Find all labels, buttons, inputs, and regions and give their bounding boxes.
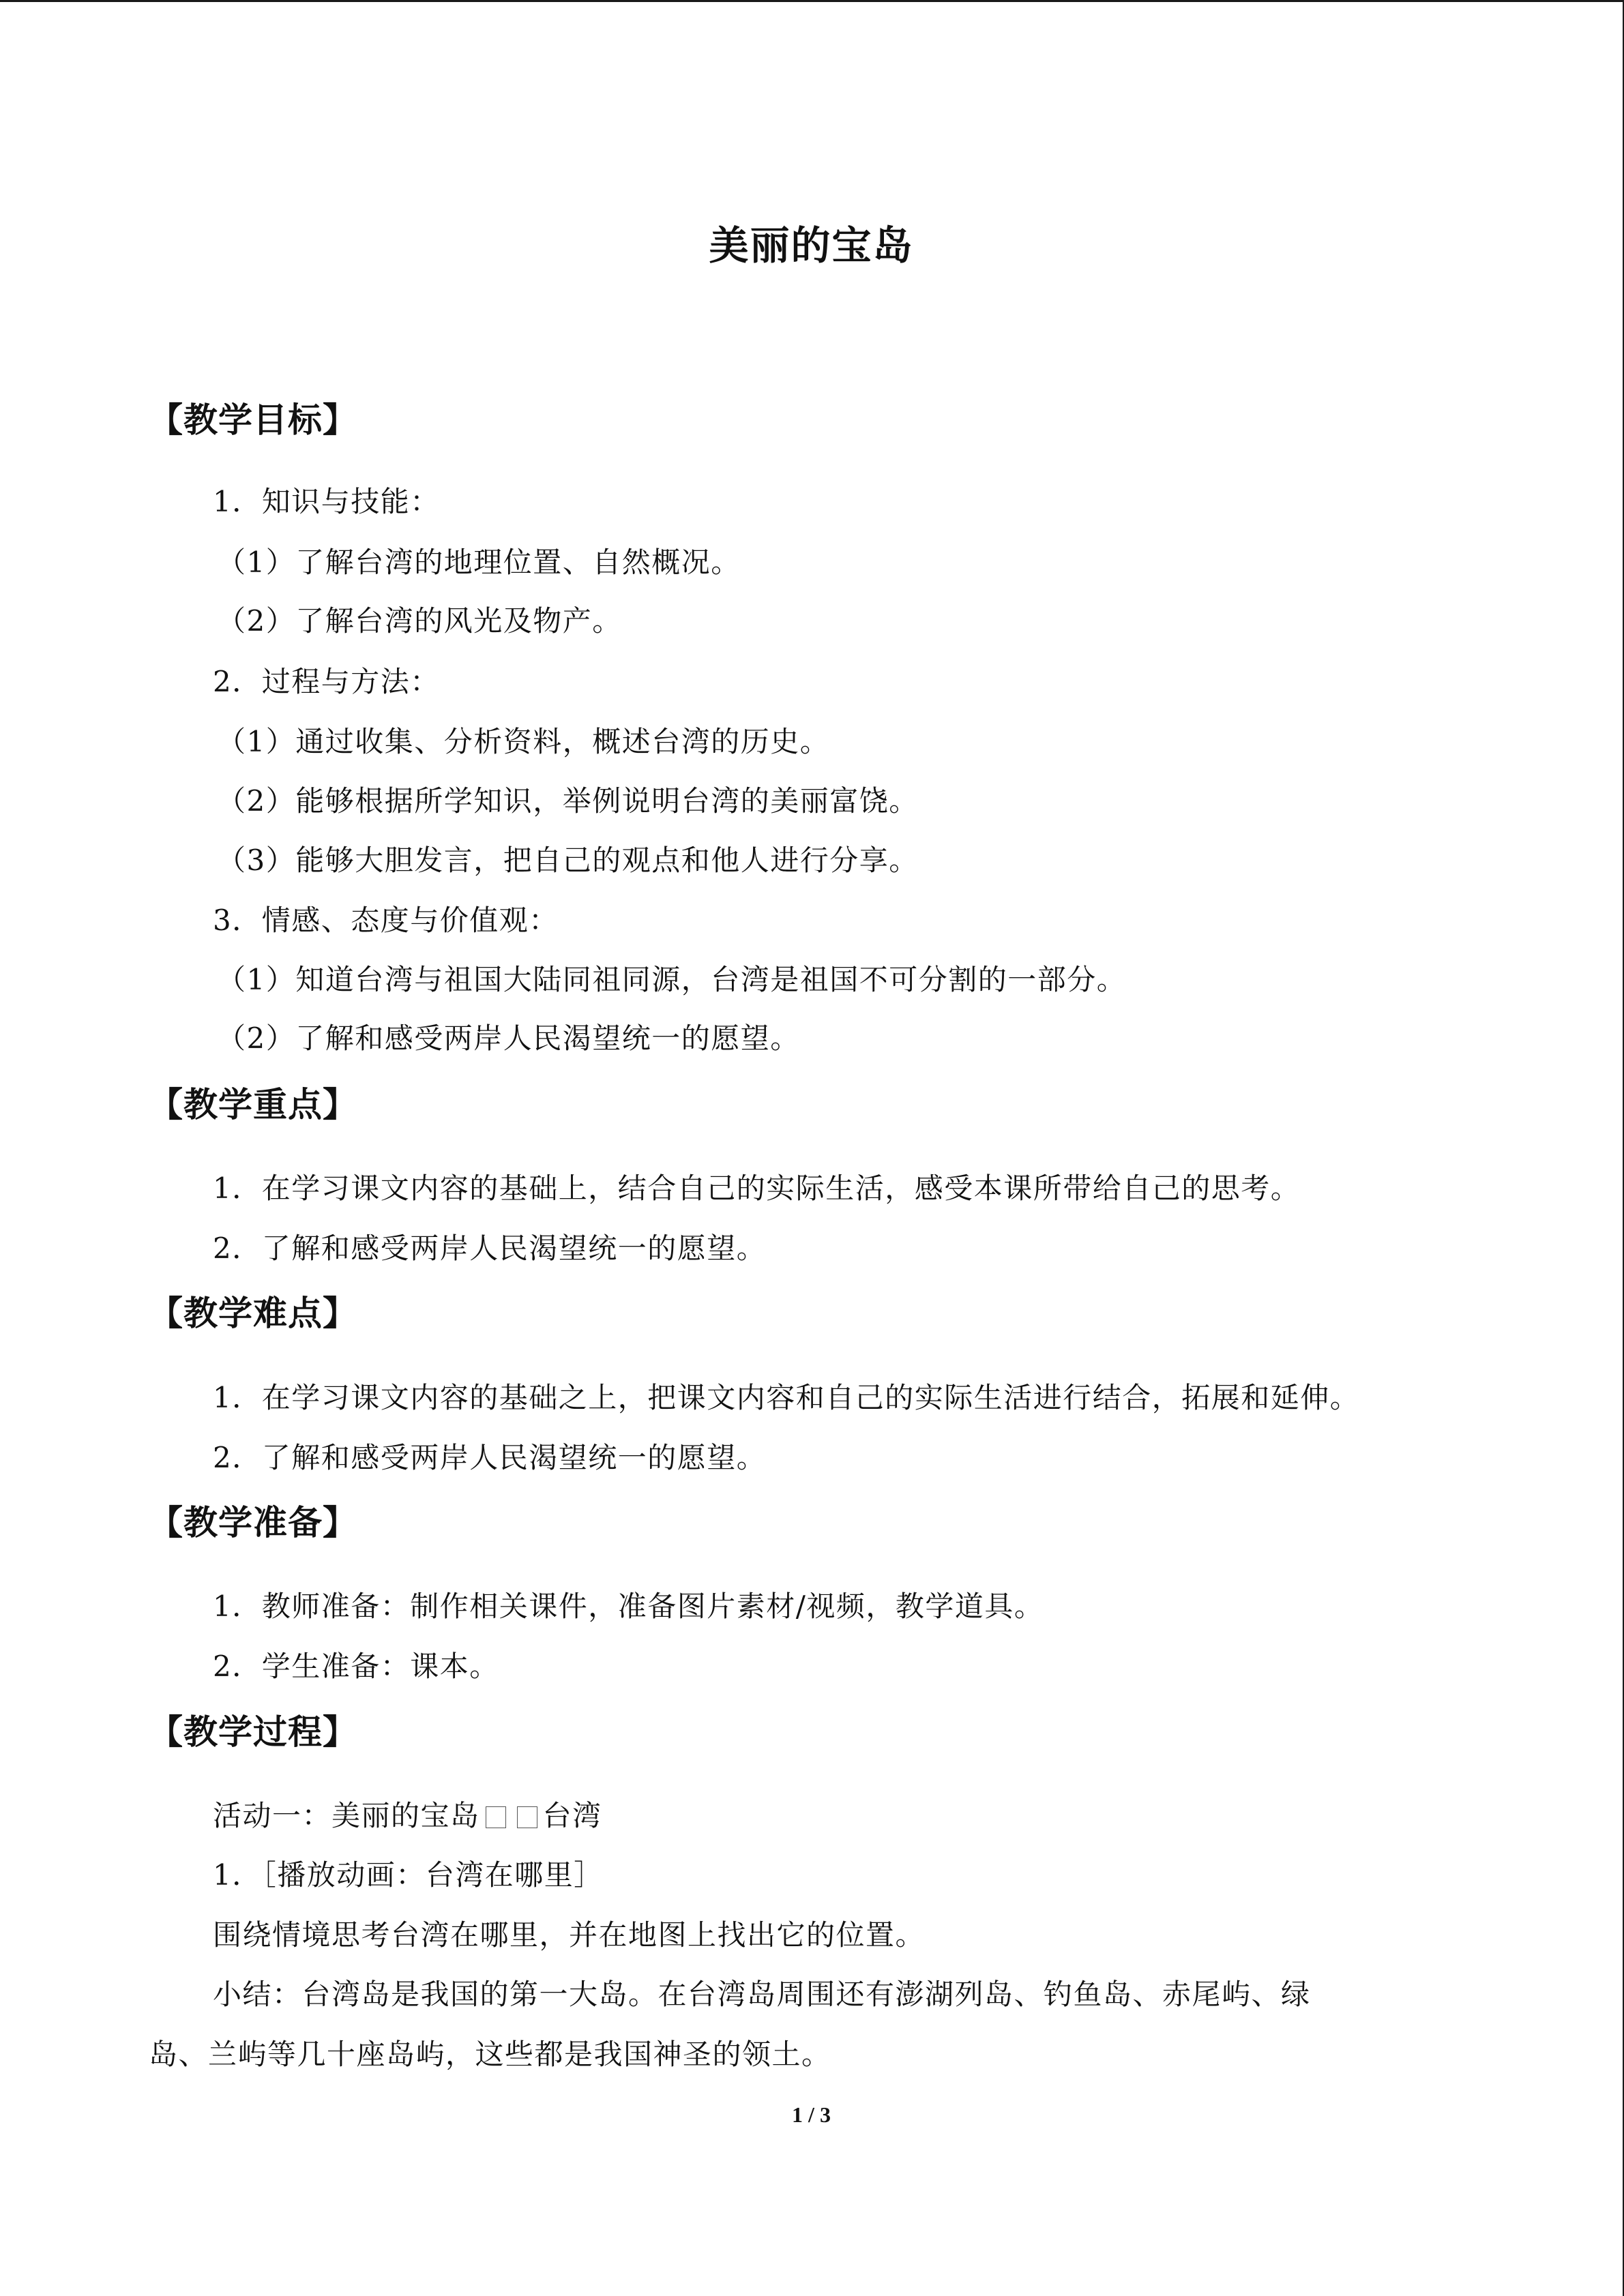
objective-item: 2．过程与方法： — [213, 665, 440, 698]
objective-item: （2）能够根据所学知识，举例说明台湾的美丽富饶。 — [217, 784, 919, 818]
process-item: 1．［播放动画：台湾在哪里］ — [213, 1858, 604, 1892]
objective-item: （2）了解台湾的风光及物产。 — [217, 604, 622, 638]
section-heading-difficulties: 【教学难点】 — [149, 1294, 357, 1333]
objective-item: 1．知识与技能： — [213, 485, 440, 518]
objective-item: （3）能够大胆发言，把自己的观点和他人进行分享。 — [217, 844, 919, 877]
process-item: 围绕情境思考台湾在哪里，并在地图上找出它的位置。 — [213, 1918, 926, 1952]
preparation-item: 2．学生准备：课本。 — [213, 1650, 499, 1683]
preparation-item: 1．教师准备：制作相关课件，准备图片素材/视频，教学道具。 — [213, 1590, 1044, 1623]
objective-item: （2）了解和感受两岸人民渴望统一的愿望。 — [217, 1022, 800, 1055]
process-summary-continued: 岛、兰屿等几十座岛屿，这些都是我国神圣的领土。 — [149, 2038, 831, 2071]
key-point-item: 2．了解和感受两岸人民渴望统一的愿望。 — [213, 1232, 767, 1265]
activity-title — [213, 1798, 602, 1834]
section-heading-objectives: 【教学目标】 — [149, 400, 357, 440]
objective-item: 3．情感、态度与价值观： — [213, 904, 559, 937]
section-heading-preparation: 【教学准备】 — [149, 1503, 357, 1542]
activity-title-prefix: 活动一：美丽的宝岛 — [213, 1799, 480, 1832]
missing-glyph-box — [486, 1806, 506, 1828]
difficulty-item: 2．了解和感受两岸人民渴望统一的愿望。 — [213, 1441, 767, 1474]
section-heading-process: 【教学过程】 — [149, 1712, 357, 1752]
difficulty-item: 1．在学习课文内容的基础之上，把课文内容和自己的实际生活进行结合，拓展和延伸。 — [213, 1381, 1360, 1414]
objective-item: （1）通过收集、分析资料，概述台湾的历史。 — [217, 725, 830, 758]
objective-item: （1）知道台湾与祖国大陆同祖同源，台湾是祖国不可分割的一部分。 — [217, 963, 1127, 996]
key-point-item: 1．在学习课文内容的基础上，结合自己的实际生活，感受本课所带给自己的思考。 — [213, 1172, 1301, 1205]
missing-glyph-box — [517, 1806, 537, 1828]
page-indicator: 1 / 3 — [792, 2102, 831, 2127]
process-summary: 小结：台湾岛是我国的第一大岛。在台湾岛周围还有澎湖列岛、钓鱼岛、赤尾屿、绿 — [213, 1978, 1311, 2011]
activity-title-suffix: 台湾 — [542, 1799, 602, 1832]
section-heading-key-points: 【教学重点】 — [149, 1085, 357, 1124]
document-title: 美丽的宝岛 — [709, 222, 914, 269]
objective-item: （1）了解台湾的地理位置、自然概况。 — [217, 546, 741, 579]
